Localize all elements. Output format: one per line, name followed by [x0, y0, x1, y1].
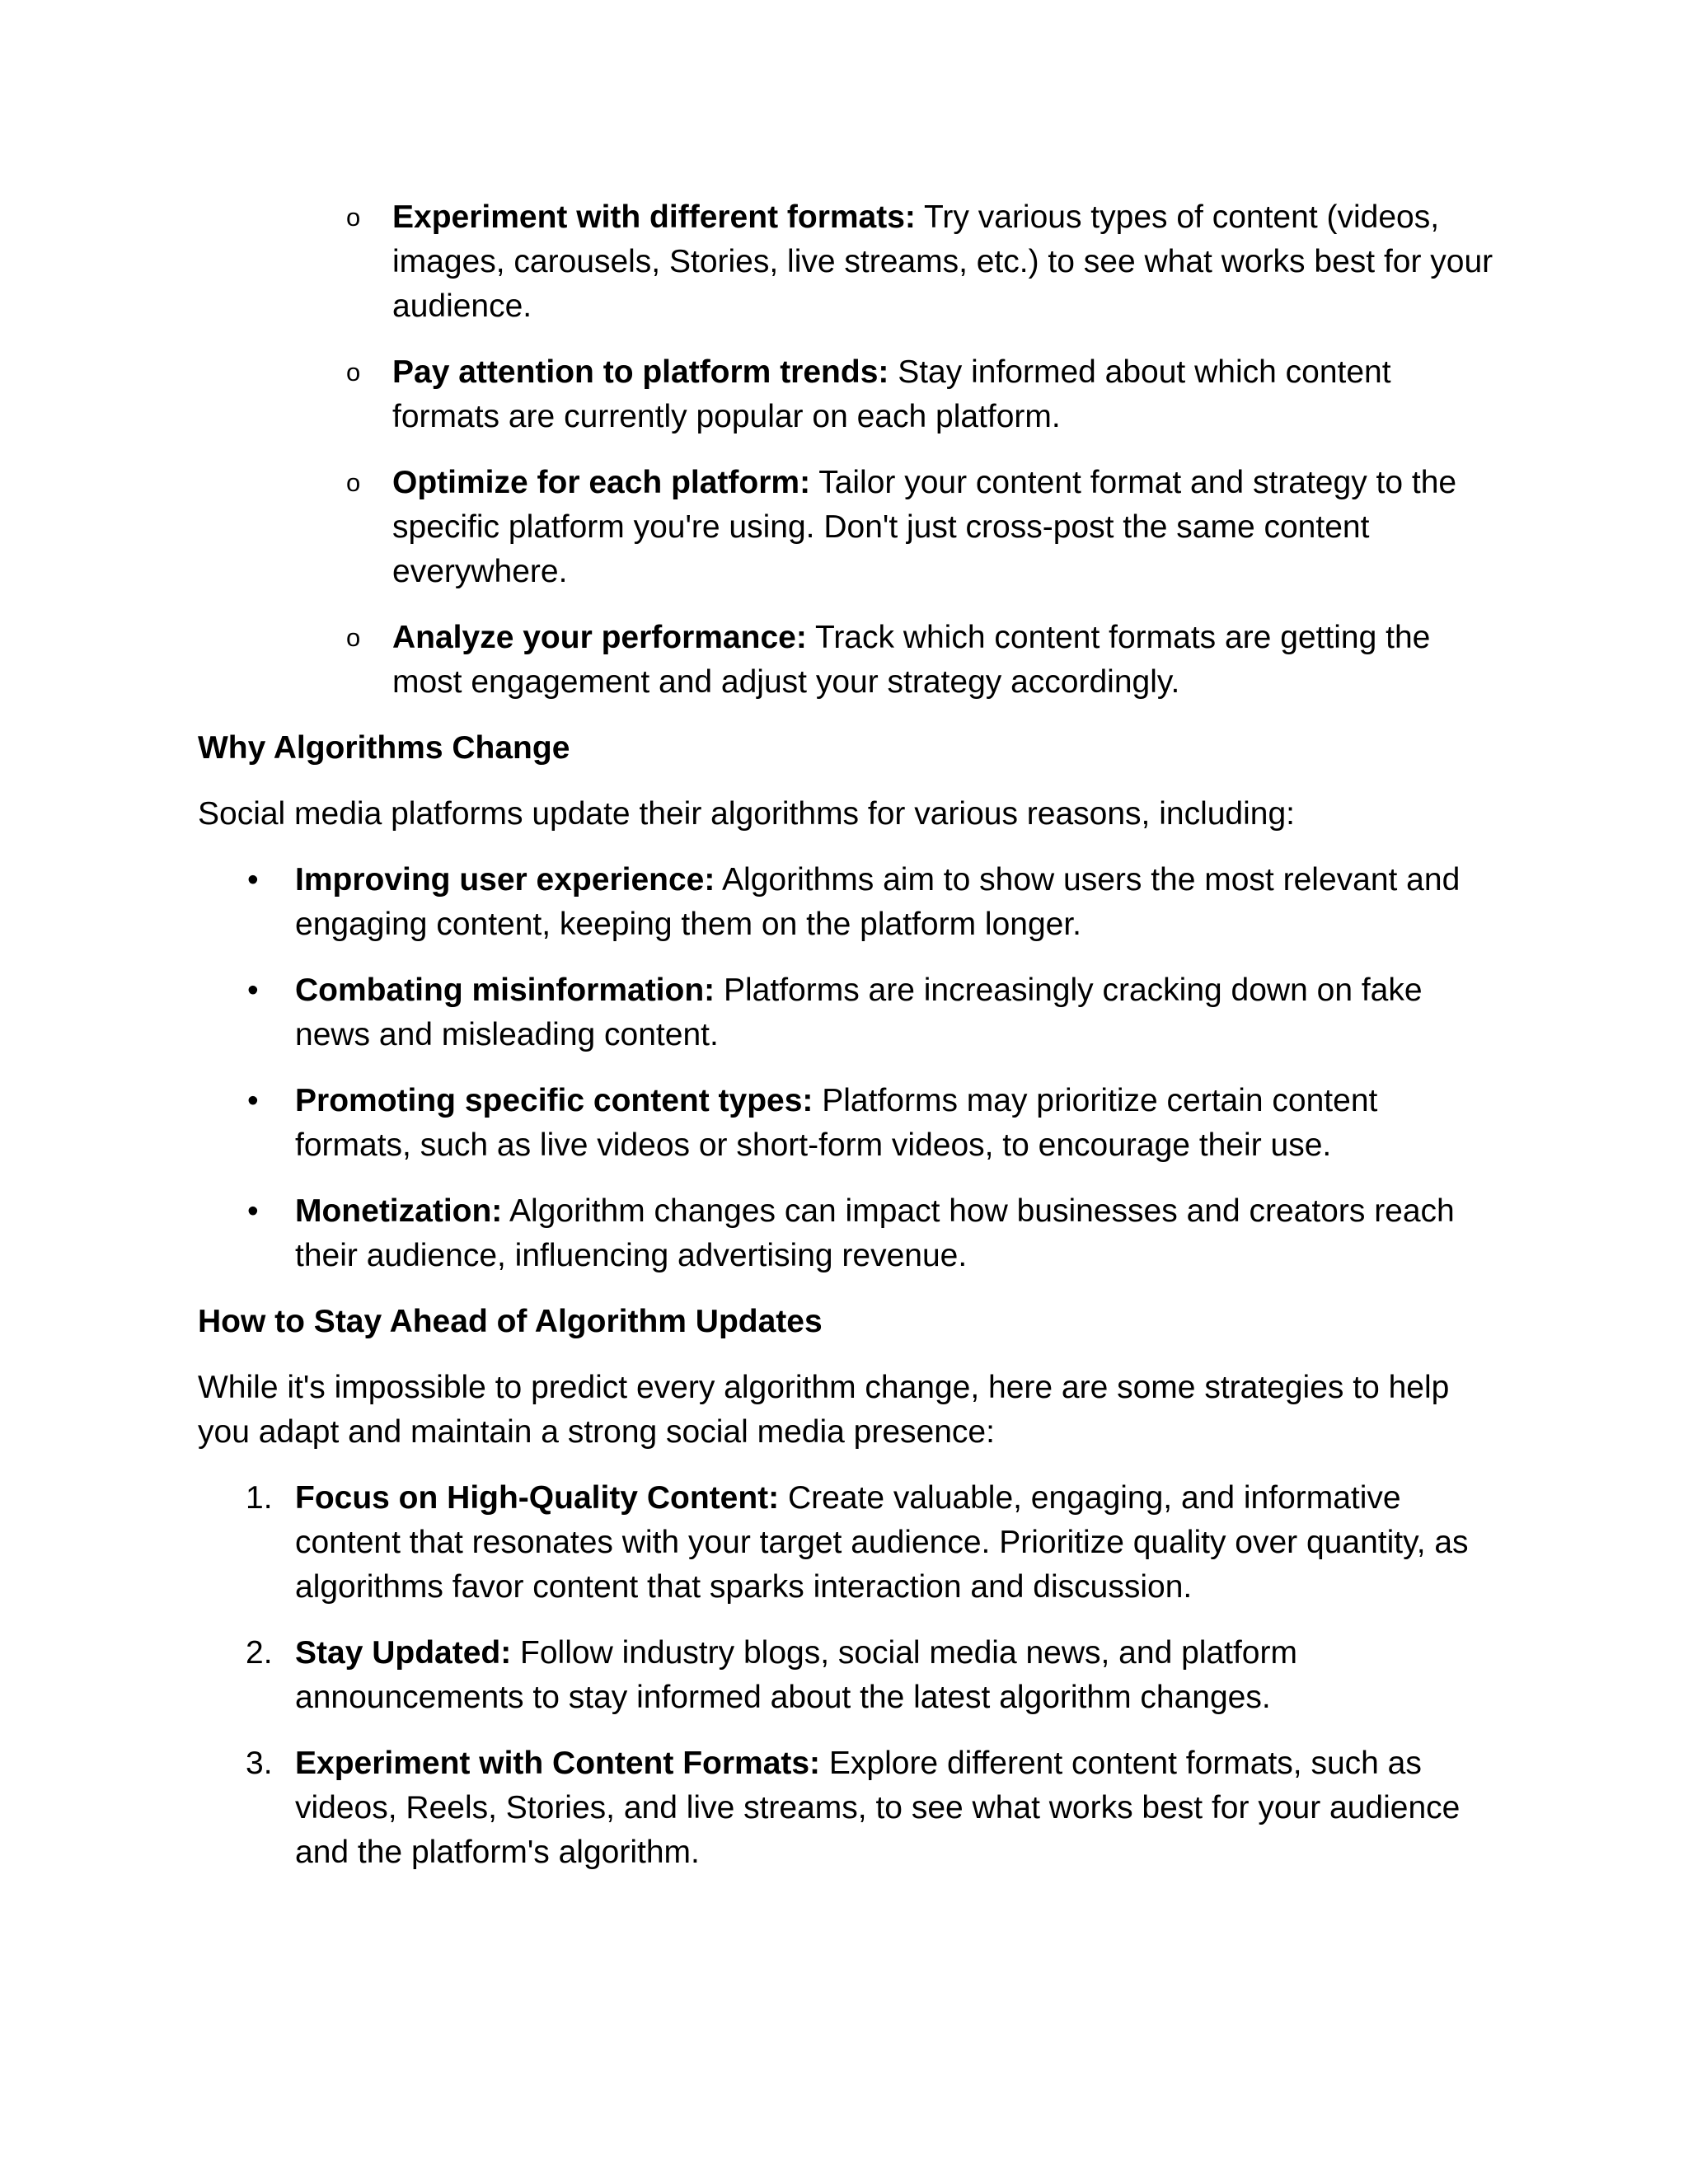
item-label: Experiment with Content Formats: [295, 1746, 821, 1781]
item-text: Follow industry blogs, social media news, and platform announcements to stay informed about the latest algorithm changes. [295, 1635, 1297, 1715]
bullet-icon: • [247, 1193, 259, 1229]
item-text: Explore different content formats, such as videos, Reels, Stories, and live streams, to see what works best for your audience and the platform's algorithm. [295, 1746, 1461, 1870]
section-heading-how: How to Stay Ahead of Algorithm Updates [198, 1304, 823, 1339]
document-content [198, 195, 1500, 1896]
item-label: Improving user experience: [295, 862, 715, 898]
circle-bullet-icon: o [346, 623, 361, 652]
item-label: Optimize for each platform: [392, 465, 811, 500]
item-label: Pay attention to platform trends: [392, 354, 889, 390]
item-text: Stay informed about which content formats are currently popular on each platform. [392, 354, 1391, 434]
list-item [247, 858, 1500, 947]
list-item [346, 350, 1500, 439]
strategies-list [246, 1476, 1500, 1875]
list-item [246, 1741, 1500, 1875]
list-item [247, 1189, 1500, 1278]
item-label: Monetization: [295, 1193, 503, 1229]
section-heading-why: Why Algorithms Change [198, 730, 570, 766]
item-text: Algorithms aim to show users the most relevant and engaging content, keeping them on the platform longer. [295, 862, 1461, 942]
bullet-icon: • [247, 972, 259, 1008]
list-item [246, 1476, 1500, 1610]
item-label: Stay Updated: [295, 1635, 512, 1671]
circle-bullet-icon: o [346, 358, 361, 387]
circle-bullet-icon: o [346, 468, 361, 497]
item-label: Combating misinformation: [295, 972, 715, 1008]
item-number: 1. [246, 1480, 273, 1516]
item-text: Tailor your content format and strategy to the specific platform you're using. Don't just cross-post the same content everywhere. [392, 465, 1457, 589]
bullet-icon: • [247, 1083, 259, 1118]
section-intro-why: Social media platforms update their algorithms for various reasons, including: [198, 796, 1295, 832]
item-label: Promoting specific content types: [295, 1083, 814, 1118]
list-item [247, 1079, 1500, 1168]
item-text: Platforms are increasingly cracking down on fake news and misleading content. [295, 972, 1423, 1052]
list-item [346, 195, 1500, 329]
list-item [346, 616, 1500, 705]
bullet-icon: • [247, 862, 259, 898]
item-label: Analyze your performance: [392, 620, 807, 655]
why-reasons-list [247, 858, 1500, 1278]
section-intro-how: While it's impossible to predict every algorithm change, here are some strategies to help you adapt and maintain a strong social media presence: [198, 1370, 1450, 1450]
circle-bullet-icon: o [346, 203, 361, 232]
item-text: Track which content formats are getting the most engagement and adjust your strategy accordingly. [392, 620, 1431, 700]
item-label: Experiment with different formats: [392, 199, 916, 235]
item-text: Create valuable, engaging, and informative content that resonates with your target audience. Prioritize quality over quantity, as algorithms favor content that sparks interaction and discussion. [295, 1480, 1469, 1605]
item-text: Platforms may prioritize certain content formats, such as live videos or short-form videos, to encourage their use. [295, 1083, 1378, 1163]
format-tips-list [346, 195, 1500, 705]
item-text: Try various types of content (videos, images, carousels, Stories, live streams, etc.) to see what works best for your audience. [392, 199, 1493, 324]
item-number: 3. [246, 1746, 273, 1781]
list-item [247, 968, 1500, 1057]
list-item [246, 1631, 1500, 1720]
list-item [346, 461, 1500, 594]
item-number: 2. [246, 1635, 273, 1671]
item-label: Focus on High-Quality Content: [295, 1480, 780, 1516]
item-text: Algorithm changes can impact how businesses and creators reach their audience, influencing advertising revenue. [295, 1193, 1455, 1273]
